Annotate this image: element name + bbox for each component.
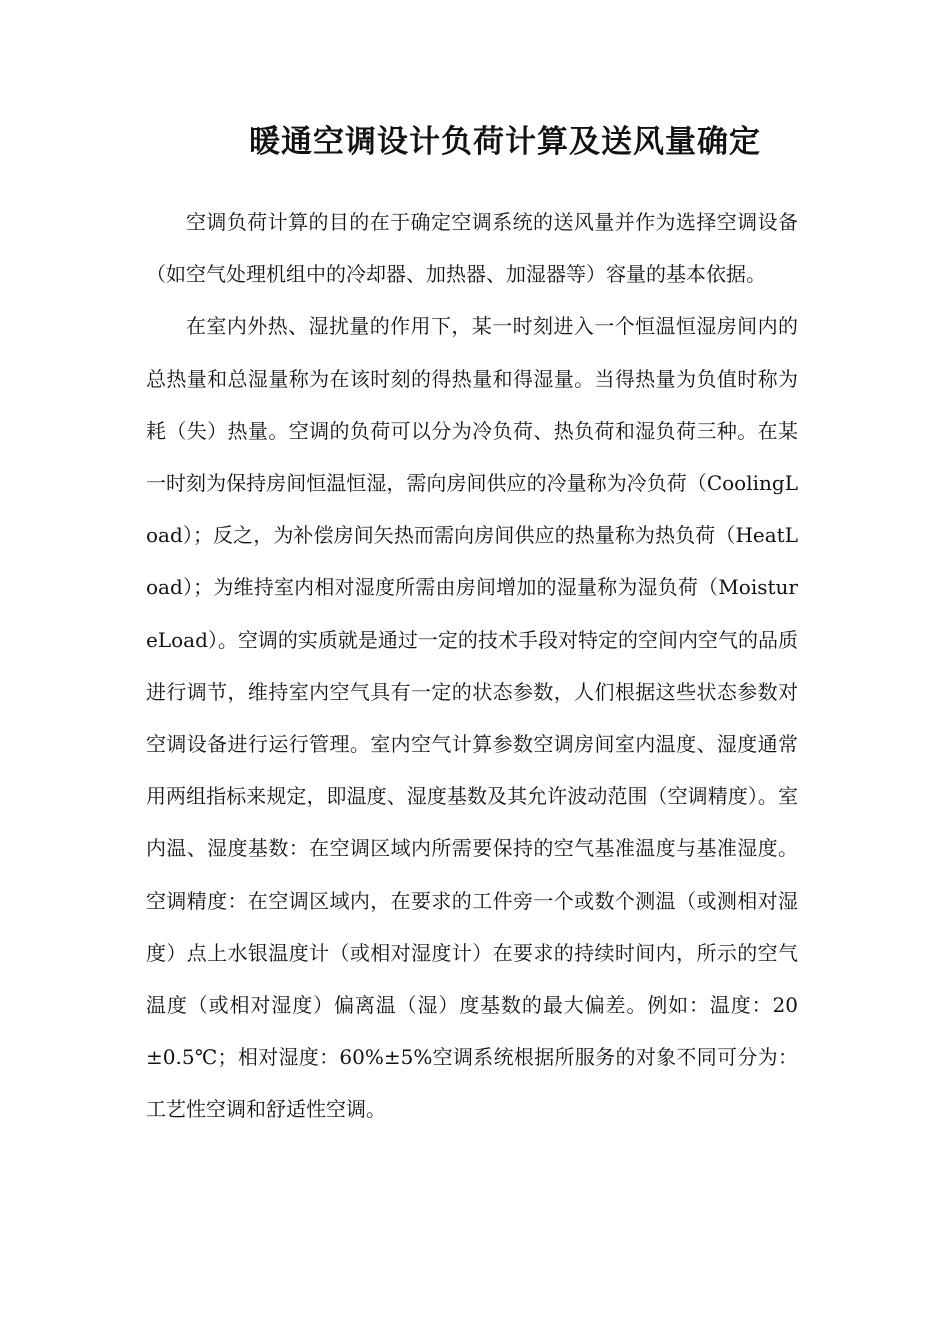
paragraph-load-definitions: 在室内外热、湿扰量的作用下，某一时刻进入一个恒温恒湿房间内的总热量和总湿量称为在该时刻的得热量和得湿量。当得热量为负值时称为耗（失）热量。空调的负荷可以分为冷负荷、热负荷和湿负荷三种。在某一时刻为保持房间恒温恒湿，需向房间供应的冷量称为冷负荷（CoolingLoad）；反之，为补偿房间矢热而需向房间供应的热量称为热负荷（HeatLoad）；为维持室内相对湿度所需由房间增加的湿量称为湿负荷（MoistureLoad）。空调的实质就是通过一定的技术手段对特定的空间内空气的品质进行调节，维持室内空气具有一定的状态参数，人们根据这些状态参数对空调设备进行运行管理。室内空气计算参数空调房间室内温度、湿度通常用两组指标来规定，即温度、湿度基数及其允许波动范围（空调精度）。室内温、湿度基数：在空调区域内所需要保持的空气基准温度与基准湿度。空调精度：在空调区域内，在要求的工件旁一个或数个测温（或测相对湿度）点上水银温度计（或相对湿度计）在要求的持续时间内，所示的空气温度（或相对湿度）偏离温（湿）度基数的最大偏差。例如：温度：20±0.5℃；相对湿度：60%±5%空调系统根据所服务的对象不同可分为：工艺性空调和舒适性空调。 (146, 314, 798, 1122)
document-body (146, 196, 798, 1136)
paragraph-purpose: 空调负荷计算的目的在于确定空调系统的送风量并作为选择空调设备（如空气处理机组中的冷却器、加热器、加湿器等）容量的基本依据。 (146, 210, 798, 287)
document-title: 暖通空调设计负荷计算及送风量确定 (249, 124, 761, 160)
